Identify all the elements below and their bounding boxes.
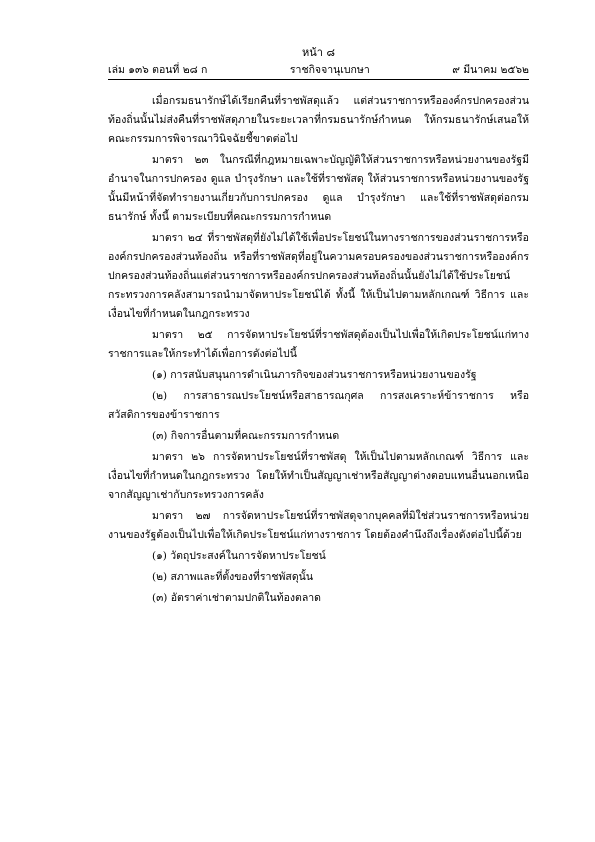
publication-name: ราชกิจจานุเบกษา	[289, 64, 370, 76]
section-25-item-1: (๑) การสนับสนุนการดำเนินภารกิจของส่วนราชการหรือหน่วยงานของรัฐ	[152, 369, 477, 381]
volume-issue: เล่ม ๑๓๖ ตอนที่ ๒๘ ก	[108, 64, 208, 76]
document-body	[108, 92, 529, 608]
section-23: มาตรา ๒๓ ในกรณีที่กฎหมายเฉพาะบัญญัติให้ส่วนราชการหรือหน่วยงานของรัฐมีอำนาจในการปกครอง ดูแล บำรุงรักษา และใช้ที่ราชพัสดุ ให้ส่วนราชการหรือหน่วยงานของรัฐนั้นมีหน้าที่จัดทำรายงานเกี่ยวกับการปกครอง ดูแล บำรุงรักษา และใช้ที่ราชพัสดุต่อกรมธนารักษ์ ทั้งนี้ ตามระเบียบที่คณะกรรมการกำหนด	[108, 154, 529, 223]
section-26: มาตรา ๒๖ การจัดหาประโยชน์ที่ราชพัสดุ ให้เป็นไปตามหลักเกณฑ์ วิธีการ และเงื่อนไขที่กำหนดในกฎกระทรวง โดยให้ทำเป็นสัญญาเช่าหรือสัญญาต่างตอบแทนอื่นนอกเหนือจากสัญญาเช่ากับกระทรวงการคลัง	[108, 451, 529, 501]
gazette-header	[108, 63, 529, 79]
page-number: หน้า ๘	[302, 46, 335, 59]
publication-date: ๙ มีนาคม ๒๕๖๒	[452, 64, 529, 76]
section-25-item-3: (๓) กิจการอื่นตามที่คณะกรรมการกำหนด	[152, 430, 340, 442]
section-25-item-2: (๒) การสาธารณประโยชน์หรือสาธารณกุศล การสงเคราะห์ข้าราชการ หรือสวัสดิการของข้าราชการ	[108, 390, 529, 421]
section-27: มาตรา ๒๗ การจัดหาประโยชน์ที่ราชพัสดุจากบุคคลที่มิใช่ส่วนราชการหรือหน่วยงานของรัฐต้องเป็นไปเพื่อให้เกิดประโยชน์แก่ทางราชการ โดยต้องคำนึงถึงเรื่องดังต่อไปนี้ด้วย	[108, 510, 529, 541]
section-24: มาตรา ๒๔ ที่ราชพัสดุที่ยังไม่ได้ใช้เพื่อประโยชน์ในทางราชการของส่วนราชการหรือองค์กรปกครองส่วนท้องถิ่น หรือที่ราชพัสดุที่อยู่ในความครอบครองของส่วนราชการหรือองค์กรปกครองส่วนท้องถิ่นแต่ส่วนราชการหรือองค์กรปกครองส่วนท้องถิ่นนั้นยังไม่ได้ใช้ประโยชน์ กระทรวงการคลังสามารถนำมาจัดหาประโยชน์ได้ ทั้งนี้ ให้เป็นไปตามหลักเกณฑ์ วิธีการ และเงื่อนไขที่กำหนดในกฎกระทรวง	[108, 232, 529, 320]
section-27-item-3: (๓) อัตราค่าเช่าตามปกติในท้องตลาด	[152, 592, 322, 604]
header-rule	[108, 79, 529, 80]
paragraph-reclaim: เมื่อกรมธนารักษ์ได้เรียกคืนที่ราชพัสดุแล้ว แต่ส่วนราชการหรือองค์กรปกครองส่วนท้องถิ่นนั้นไม่ส่งคืนที่ราชพัสดุภายในระยะเวลาที่กรมธนารักษ์กำหนด ให้กรมธนารักษ์เสนอให้คณะกรรมการพิจารณาวินิจฉัยชี้ขาดต่อไป	[108, 95, 529, 145]
section-25: มาตรา ๒๕ การจัดหาประโยชน์ที่ราชพัสดุต้องเป็นไปเพื่อให้เกิดประโยชน์แก่ทางราชการและให้กระทำได้เพื่อการดังต่อไปนี้	[108, 329, 529, 360]
section-27-item-2: (๒) สภาพและที่ตั้งของที่ราชพัสดุนั้น	[152, 571, 314, 583]
section-27-item-1: (๑) วัตถุประสงค์ในการจัดหาประโยชน์	[152, 550, 326, 562]
